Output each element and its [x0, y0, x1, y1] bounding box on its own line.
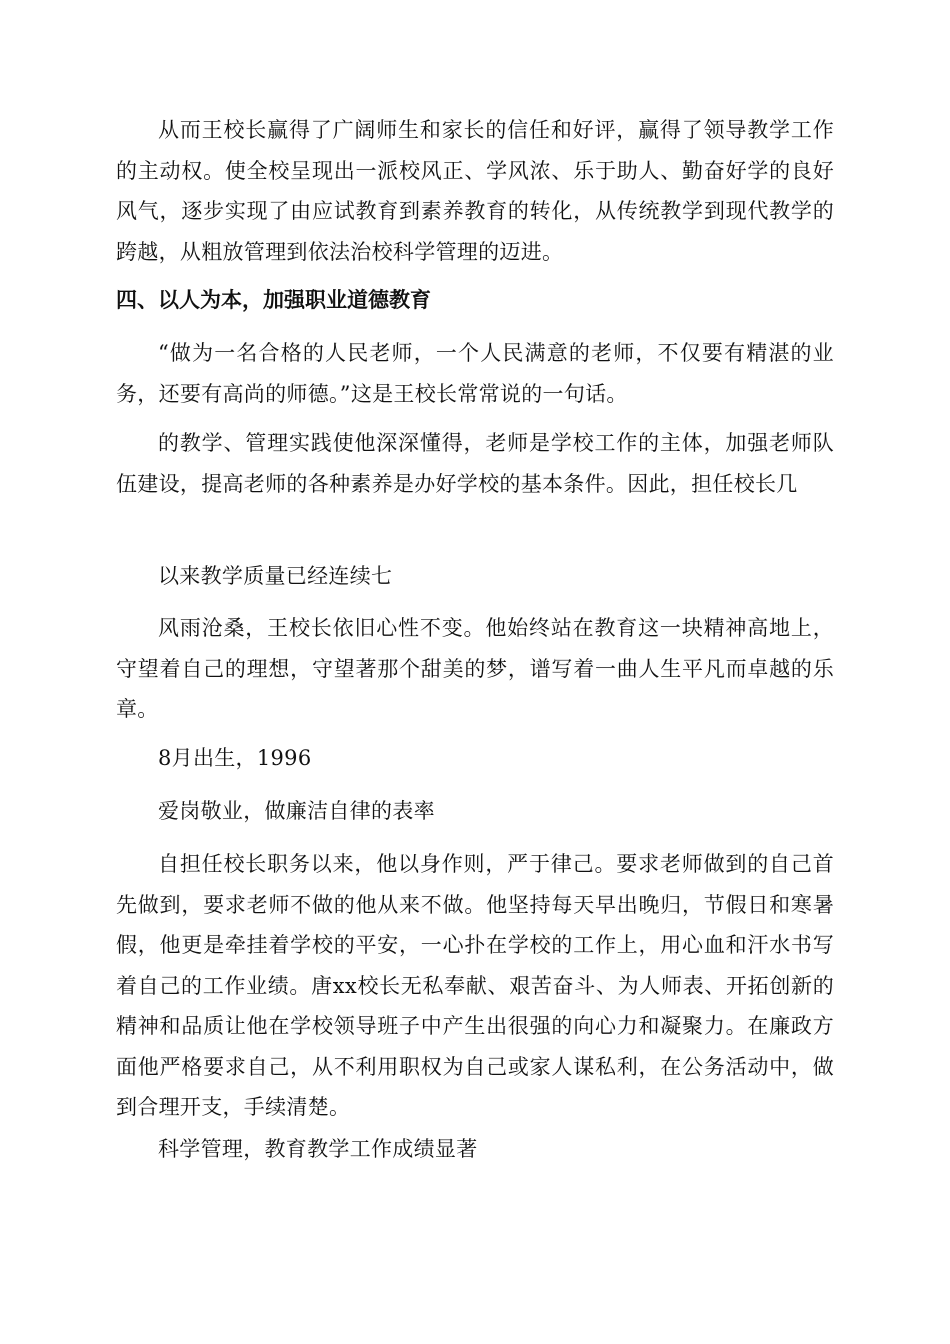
paragraph-unchanged-heart: 风雨沧桑，王校长依旧心性不变。他始终站在教育这一块精神高地上，守望着自己的理想，守望著那个甜美的梦，谱写着一曲人生平凡而卓越的乐章。: [116, 616, 834, 721]
paragraph-self-discipline: 自担任校长职务以来，他以身作则，严于律己。要求老师做到的自己首先做到，要求老师不做的他从来不做。他坚持每天早出晚归，节假日和寒暑假，他更是牵挂着学校的平安，一心扑在学校的工作上，用心血和汗水书写着自己的工作业绩。唐xx校长无私奉献、艰苦奋斗、为人师表、开拓创新的精神和品质让他在学校领导班子中产生出很强的向心力和凝聚力。在廉政方面他严格要求自己，从不利用职权为自己或家人谋私利，在公务活动中，做到合理开支，手续清楚。: [116, 852, 834, 1119]
paragraph-birth-date: 8月出生，1996: [158, 746, 312, 770]
paragraph-dedication-title: 爱岗敬业，做廉洁自律的表率: [158, 799, 435, 823]
paragraph-management-title: 科学管理，教育教学工作成绩显著: [158, 1137, 478, 1161]
paragraph-teaching-practice: 的教学、管理实践使他深深懂得，老师是学校工作的主体，加强老师队伍建设，提高老师的各种素养是办好学校的基本条件。因此，担任校长几: [116, 431, 834, 496]
paragraph-quote: “做为一名合格的人民老师，一个人民满意的老师，不仅要有精湛的业务，还要有高尚的师德。”这是王校长常常说的一句话。: [116, 341, 834, 406]
paragraph-teaching-quality: 以来教学质量已经连续七: [158, 564, 393, 588]
section-heading-4: 四、以人为本，加强职业道德教育: [116, 288, 431, 312]
paragraph-trust-and-reputation: 从而王校长赢得了广阔师生和家长的信任和好评，赢得了领导教学工作的主动权。使全校呈现出一派校风正、学风浓、乐于助人、勤奋好学的良好风气，逐步实现了由应试教育到素养教育的转化，从传统教学到现代教学的跨越，从粗放管理到依法治校科学管理的迈进。: [116, 118, 834, 264]
